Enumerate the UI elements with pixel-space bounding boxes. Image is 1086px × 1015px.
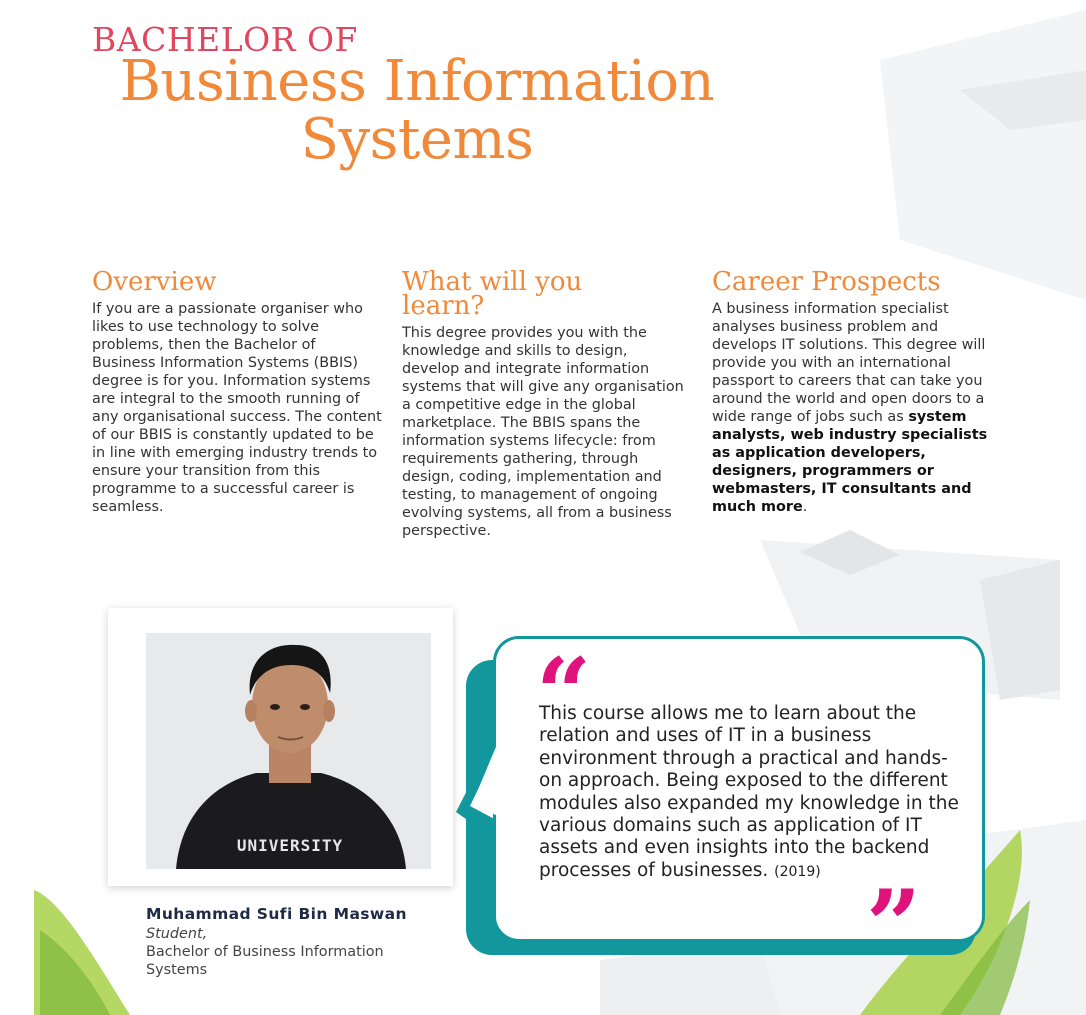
overview-body: If you are a passionate organiser who likes to use technology to solve problems, then the Bachelor of Business Information Systems (BBIS) degree is for you. Information systems are integral to the smooth running of any organisational success. The content of our BBIS is constantly updated to be in line with emerging industry trends to ensure your transition from this programme to a successful career is seamless. [92, 301, 382, 515]
overview-section [92, 267, 382, 516]
shirt-text: UNIVERSITY [236, 836, 344, 855]
testimonial-year: (2019) [774, 863, 821, 880]
close-quote-icon: ” [866, 869, 922, 982]
overview-heading: Overview [92, 267, 217, 297]
student-caption [146, 905, 416, 979]
learn-section [402, 267, 684, 540]
testimonial-quote [539, 703, 959, 883]
career-body-end: . [802, 499, 808, 515]
programme-title-line1: Business Information [119, 49, 715, 114]
student-role: Student, [146, 926, 208, 942]
student-photo-frame [108, 608, 453, 886]
open-quote-icon: “ [536, 637, 592, 750]
testimonial-quote-text: This course allows me to learn about the relation and uses of IT in a business environment through a practical and hands-on approach. Being exposed to the different modules also expanded my knowledge in the various domains such as application of IT assets and even insights into the backend processes of businesses. [539, 703, 959, 881]
learn-heading: What will you learn? [402, 267, 583, 321]
programme-title [92, 49, 742, 172]
career-job-list: system analysts, web industry specialists as application developers, designers, programmers or webmasters, IT consultants and much more [712, 409, 988, 515]
bubble-tail-inner [462, 740, 522, 840]
student-portrait-illustration [146, 633, 431, 869]
programme-title-line2: Systems [300, 107, 534, 172]
career-body-text: A business information specialist analyses business problem and develops IT solutions. This degree will provide you with an international passport to careers that can take you around the world and open doors to a wide range of jobs such as [712, 301, 986, 425]
career-heading: Career Prospects [712, 267, 941, 297]
career-section [712, 267, 1002, 516]
student-programme: Bachelor of Business Information Systems [146, 944, 384, 978]
title-prefix: BACHELOR OF [92, 20, 358, 59]
career-body [712, 300, 1002, 516]
learn-body: This degree provides you with the knowledge and skills to design, develop and integrate information systems that will give any organisation a competitive edge in the global marketplace. The BBIS spans the information systems lifecycle: from requirements gathering, through design, coding, implementation and testing, to management of ongoing evolving systems, all from a business perspective. [402, 325, 684, 539]
student-name: Muhammad Sufi Bin Maswan [146, 905, 407, 923]
student-photo [146, 633, 431, 869]
